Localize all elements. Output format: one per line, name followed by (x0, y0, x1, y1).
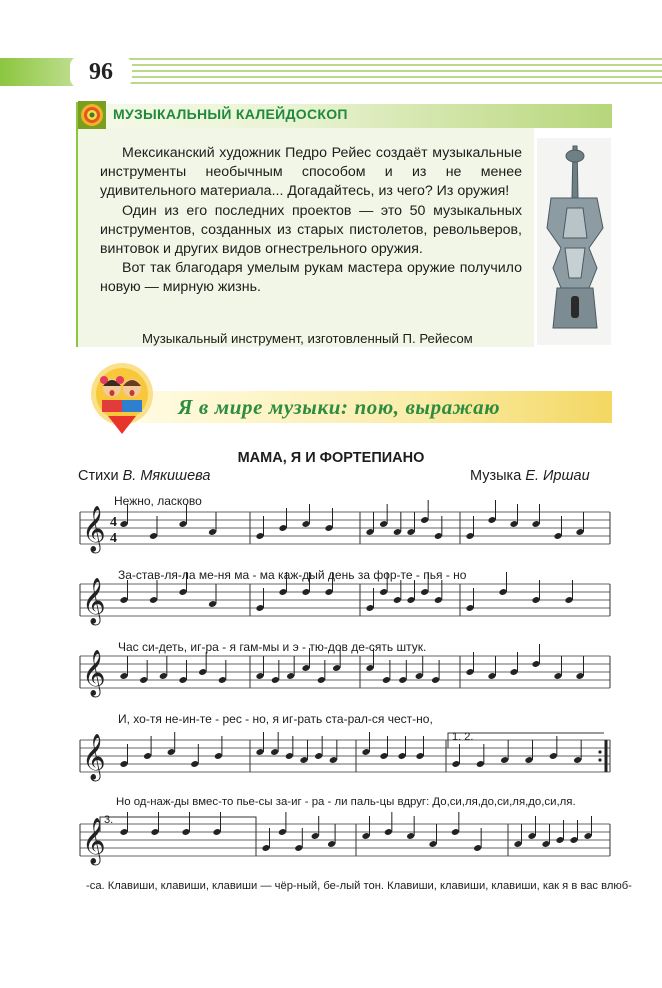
treble-clef: 𝄞 (82, 734, 106, 780)
lyric-line-5: -са. Клавиши, клавиши, клавиши — чёр-ный, бе-лый тон. Клавиши, клавиши, клавиши, как я в вас влюб- (86, 880, 632, 892)
tempo-marking: Нежно, ласково (114, 494, 202, 508)
kaleidoscope-paragraph: Вот так благодаря умелым рукам мастера оружие получило новую — мирную жизнь. (100, 260, 522, 296)
page-number: 96 (70, 56, 132, 88)
treble-clef: 𝄞 (82, 650, 106, 696)
treble-clef: 𝄞 (82, 818, 106, 864)
music-label: Музыка (470, 468, 526, 484)
kaleidoscope-title: МУЗЫКАЛЬНЫЙ КАЛЕЙДОСКОП (113, 106, 348, 122)
section-banner-title: Я в мире музыки: пою, выражаю (178, 395, 501, 419)
words-author: В. Мякишева (122, 468, 211, 484)
volta-2-label: 3. (104, 814, 114, 826)
song-title: МАМА, Я И ФОРТЕПИАНО (237, 450, 425, 466)
lyric-line-2: Час си-деть, иг-ра - я гам-мы и э - тю-дов де-сять штук. (118, 640, 427, 654)
time-signature: 4 (110, 531, 117, 546)
volta-1-label: 1. 2. (452, 731, 474, 743)
kaleidoscope-paragraph: Один из его последних проектов — это 50 музыкальных инструментов, созданных из старых пистолетов, револьверов, винтовок и других видов огнестрельного оружия. (100, 202, 522, 258)
kaleidoscope-paragraph: Мексиканский художник Педро Рейес создаёт музыкальные инструменты необычным способом и из не менее удивительного материала... Догадайтесь, из чего? Из оружия! (100, 145, 522, 200)
treble-clef: 𝄞 (82, 578, 106, 624)
words-label: Стихи (78, 468, 123, 484)
lyric-line-3: И, хо-тя не-ин-те - рес - но, я иг-рать ста-рал-ся чест-но, (118, 712, 433, 726)
repeat-dot (598, 758, 601, 761)
lyric-line-4: Но од-наж-ды вмес-то пье-сы за-иг - ра - ли паль-цы вдруг: До,си,ля,до,си,ля,до,си,ля. (116, 796, 576, 808)
lyric-line-1: За-став-ля-ла ме-ня ма - ма каж-дый день за фор-те - пья - но (118, 568, 467, 582)
repeat-dot (598, 750, 601, 753)
music-author: Е. Иршаи (525, 468, 590, 484)
treble-clef: 𝄞 (82, 506, 106, 552)
time-signature: 4 (110, 515, 117, 530)
photo-caption: Музыкальный инструмент, изготовленный П. Рейесом (142, 331, 473, 346)
